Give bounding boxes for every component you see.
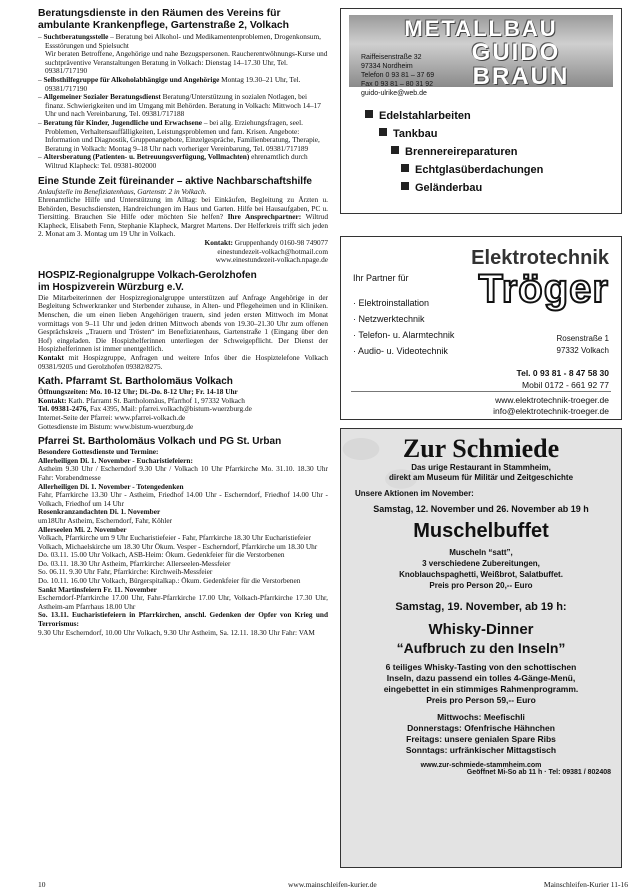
company-name: Tröger	[478, 267, 609, 311]
event-date: Samstag, 12. November und 26. November ab 19 h	[373, 504, 589, 514]
nachbarschaftshilfe-section	[38, 176, 328, 265]
restaurant-name: Zur Schmiede	[402, 434, 560, 463]
issue-label: Mainschleifen-Kurier 11-16	[543, 880, 628, 889]
service-item: · Telefon- u. Alarmtechnik	[353, 330, 455, 340]
city: 97332 Volkach	[556, 346, 609, 355]
phone: Tel. 0 93 81 - 8 47 58 30	[516, 368, 609, 378]
subtitle: direkt am Museum für Militär und Zeitgeschichte	[388, 473, 574, 482]
section-body: Die Mitarbeiterinnen der Hospizregionalgruppe unterstützen auf Anfrage Angehörige in der Begleitung Schwerkranker und Sterbender zuhause, in Alten- und Pflegeheimen und in Kliniken. Menschen, die um einen lieben Angehörigen trauern, sind jeden ersten Mittwoch im Monat vormittags von 9–11 Uhr und jeden dritten Mittwoch abends von 19.30–21.30 Uhr zum offenen Gesprächskreis „Trauern und Trösten“ im Benefiziatenhaus, Gartenstraße 1 (Eingang über den Hof) eingeladen. Die Hospizhelferinnen unterliegen der Schweigepflicht. Der Dienst der Hospizhelferinnen ist immer unentgeltlich.	[38, 292, 328, 354]
weekly-offers	[341, 712, 621, 756]
schedule-heading: So. 13.11. Eucharistiefeiern in Pfarrkirchen, anschl. Gedenken der Opfer von Krieg und Terrorismus:	[38, 610, 328, 629]
service-list	[341, 107, 623, 197]
section-title: Beratungsdienste in den Räumen des Vereins für	[38, 8, 281, 19]
schedule-line: um18Uhr Astheim, Escherndorf, Fahr, Köhler	[38, 515, 173, 525]
page-footer	[38, 880, 628, 889]
pfarrei-section	[38, 436, 328, 637]
opening-hours: Geöffnet Mi-So ab 11 h · Tel: 09381 / 802408	[466, 769, 611, 776]
contact-label: Kontakt	[38, 353, 64, 362]
service-item: Geländerbau	[341, 179, 623, 197]
service-item: – Altersberatung (Patienten- u. Betreuungsverfügung, Vollmachten) ehrenamtlich durch Wiltrud Klapheck: Tel. 09381-802000	[38, 152, 308, 170]
event-details	[341, 662, 621, 706]
footer-website[interactable]: www.mainschleifen-kurier.de	[288, 880, 377, 889]
partner-label: Ihr Partner für	[353, 273, 409, 283]
beratungsdienste-section	[38, 8, 328, 171]
service-item: · Elektroinstallation	[353, 298, 430, 308]
section-subtitle: Anlaufstelle im Benefiziatenhaus, Gartenstr. 2 in Volkach.	[38, 186, 207, 196]
address-line: Raiffeisenstraße 32	[361, 54, 422, 61]
schedule-line: Volkach, Pfarrkirche um 9 Uhr Eucharistiefeier - Fahr, Pfarrkirche 18.30 Uhr Eucharistiefeier	[38, 533, 312, 543]
service-name: Suchtberatungsstelle	[43, 32, 109, 41]
ad-title: GUIDO	[471, 39, 561, 66]
ad-title: METALLBAU	[404, 16, 558, 41]
schedule-line: Escherndorf-Pfarrkirche 17.00 Uhr, Fahr-Pfarrkirche 17.00 Uhr, Volkach-Pfarrkirche 17.30 Uhr, Astheim-am Pfarrhaus 18.00 Uhr	[38, 593, 328, 611]
body-text: Wiltrud Klapheck, Elisabeth Fenn, Stephanie Klapheck, Margret Martens. Der Helferkreis trifft sich jeden 2. Monat am 3. Montag um 19 Uhr in Volkach.	[38, 212, 328, 239]
fax-mail: Fax 4395, Mail: pfarrei.volkach@bistum-wuerzburg.de	[88, 404, 252, 414]
contact-line	[38, 354, 328, 371]
address-block	[361, 53, 434, 98]
offer-line: Sonntags: urfränkischer Mittagstisch	[405, 745, 557, 755]
detail-line: Knoblauchspaghetti, Weißbrot, Salatbuffet.	[399, 570, 563, 579]
schedule-heading: Allerheiligen Di. 1. November - Totengedenken	[38, 481, 184, 491]
schedule-heading: Rosenkranzandachten Di. 1. November	[38, 507, 161, 517]
square-bullet-icon	[391, 146, 399, 154]
body-text: Ehrenamtliche Hilfe und Unterstützung im Alltag: bei Einkäufen, Begleitung zu Ärzten u. Behörden, Besuchsdiensten, Handreichungen im Haus und Garten. Hilfe bei Hausaufgaben, PC u. Tiersitting. Brauchen Sie Hilfe oder möchten Sie helfen?	[38, 195, 328, 222]
service-item: · Netzwerktechnik	[353, 314, 425, 324]
schedule-heading: Allerseelen Mi. 2. November	[38, 524, 127, 534]
service-item: – Suchtberatungsstelle – Beratung bei Alkohol- und Medikamentenproblemen, Drogenkonsum, Essstörungen und Spielsucht	[38, 32, 321, 50]
ad-title: BRAUN	[472, 63, 570, 90]
service-item: Edelstahlarbeiten	[341, 107, 623, 125]
website[interactable]: www.zur-schmiede-stammheim.com	[420, 762, 542, 769]
offer-line: Freitags: unsere genialen Spare Ribs	[406, 734, 556, 744]
service-item: – Beratung für Kinder, Jugendliche und Erwachsene – bei allg. Erziehungsfragen, seel. Problemen, Verhaltensauffälligkeiten, Leistungsproblemen und fam. Krisen. Angebote: Information und Diagnostik, Gruppenangebote, Einzelgespräche, Familienberatung, Therapie, Beratung in Volkach: Montag 9–18 Uhr nach vorheriger Vereinbarung, Tel. 09381/717189	[38, 117, 320, 153]
service-item: – Selbsthilfegruppe für Alkoholabhängige und Angehörige Montag 19.30–21 Uhr, Tel. 09381/717190	[38, 74, 301, 93]
schedule-line: So. 06.11. 9.30 Uhr Fahr, Pfarrkirche: Kirchweih-Messfeier	[38, 567, 213, 577]
square-bullet-icon	[401, 164, 409, 172]
service-item: Brennereireparaturen	[341, 143, 623, 161]
metallbau-ad	[340, 8, 622, 214]
address-line: Telefon 0 93 81 – 37 69	[361, 72, 435, 79]
event-title: Whisky-Dinner	[428, 621, 534, 638]
website-line[interactable]: Gottesdienste im Bistum: www.bistum-wuerzburg.de	[38, 421, 194, 431]
service-item: – Allgemeiner Sozialer Beratungsdienst Beratung/Unterstützung in sozialen Notlagen, bei finanz. Schwierigkeiten und im Umgang mit Behörden. Beratung in Volkach: Mittwoch 14–17 Uhr und nach Vereinbarung, Tel. 09381/717188	[38, 92, 321, 119]
contact-website[interactable]: www.einestundezeit-volkach.npage.de	[215, 255, 328, 265]
service-name: Beratung für Kinder, Jugendliche und Erwachsene	[43, 117, 203, 127]
schedule-line: Astheim 9.30 Uhr / Escherndorf 9.30 Uhr / Volkach 10 Uhr Pfarrkirche Mo. 31.10. 18.30 Uhr Fahr: Vorabendmesse	[38, 464, 328, 482]
contact-text: Kath. Pfarramt St. Bartholomäus, Pfarrhof 1, 97332 Volkach	[66, 395, 245, 405]
subtitle: Das urige Restaurant in Stammheim,	[411, 463, 551, 472]
web-block	[493, 395, 609, 417]
schedule-line: Do. 10.11. 16.00 Uhr Volkach, Bürgerspitalkap.: Ökum. Gedenkfeier für die Verstorbenen	[38, 576, 301, 586]
metallbau-banner	[349, 15, 613, 97]
schedule-line: Fahr, Pfarrkirche 13.30 Uhr - Astheim, Friedhof 14.00 Uhr - Escherndorf, Friedhof 14.00 Uhr - Volkach, Friedhof um 14 Uhr	[38, 490, 328, 508]
event-title: Muschelbuffet	[413, 520, 549, 542]
schedule-line: 9.30 Uhr Escherndorf, 10.00 Uhr Volkach, 9.30 Uhr Astheim, Sa. 12.11. 18.30 Uhr Fahr: VAM	[38, 627, 315, 637]
website-line[interactable]: Internet-Seite der Pfarrei: www.pfarrei-volkach.de	[38, 412, 186, 422]
service-item: Echtglasüberdachungen	[341, 161, 623, 179]
service-name: Selbsthilfegruppe für Alkoholabhängige und Angehörige	[43, 74, 220, 84]
office-hours: Öffnungszeiten: Mo. 10-12 Uhr; Di.-Do. 8-12 Uhr; Fr. 14-18 Uhr	[38, 387, 238, 397]
address-block	[557, 333, 610, 357]
divider	[351, 391, 611, 392]
street: Rosenstraße 1	[556, 334, 609, 343]
contact-phone: Gruppenhandy 0160-98 749077	[234, 238, 328, 248]
pfarramt-section	[38, 376, 328, 431]
contact-email[interactable]: einestundezeit-volkach@hotmail.com	[217, 246, 328, 256]
price-line: Preis pro Person 59,-- Euro	[426, 695, 536, 705]
service-name: Altersberatung (Patienten- u. Betreuungsverfügung, Vollmachten)	[43, 152, 250, 162]
price-line: Preis pro Person 20,-- Euro	[429, 581, 533, 590]
email[interactable]: info@elektrotechnik-troeger.de	[493, 406, 609, 416]
schedule-line: Volkach, Michaelskirche um 18.30 Uhr Ökum. Vesper - Escherndorf, Pfarrkirche um 18.30 Uhr	[38, 541, 318, 551]
service-name: Allgemeiner Sozialer Beratungsdienst	[43, 92, 161, 102]
service-item: Wir beraten Betroffene, Angehörige und nahe Bezugspersonen. Raucherentwöhnungs-Kurse und suchtpräventive Veranstaltungen Beratung in Volkach: Dienstag 14–17.30 Uhr, Tel. 09381/717190	[45, 49, 328, 76]
section-title: ambulante Krankenpflege, Gartenstraße 2, Volkach	[38, 20, 289, 31]
event-date: Samstag, 19. November, ab 19 h:	[395, 601, 567, 613]
address-line: 97334 Nordheim	[361, 63, 413, 70]
service-item: Tankbau	[341, 125, 623, 143]
event-details	[341, 547, 621, 591]
contact-label: Kontakt:	[204, 238, 233, 248]
section-title: Eine Stunde Zeit füreinander – aktive Nachbarschaftshilfe	[38, 175, 312, 187]
left-column	[38, 8, 328, 642]
address-line: Fax 0 93 81 – 80 31 92	[361, 81, 433, 88]
ad-title: Elektrotechnik	[471, 247, 609, 269]
detail-line: 3 verschiedene Zubereitungen,	[422, 559, 540, 568]
section-title: HOSPIZ-Regionalgruppe Volkach-Gerolzhofen	[38, 269, 257, 281]
schedule-heading: Besondere Gottesdienste und Termine:	[38, 447, 159, 457]
detail-line: Muscheln “satt”,	[449, 548, 513, 557]
zur-schmiede-ad	[340, 428, 622, 868]
schedule-list	[38, 448, 328, 637]
contact-text: mit Hospizgruppe, Anfragen und weitere Infos über die Hospiztelefone Volkach 09381/9205 und Gerolzhofen 09382/8275.	[38, 353, 328, 371]
contact-label: Kontakt:	[38, 395, 67, 405]
offer-line: Donnerstags: Ofenfrische Hähnchen	[407, 723, 555, 733]
address-line: guido-ulrike@web.de	[361, 90, 427, 97]
service-list	[353, 295, 454, 359]
phone-block	[517, 367, 609, 391]
offer-line: Mittwochs: Meefischli	[437, 712, 525, 722]
website[interactable]: www.elektrotechnik-troeger.de	[495, 395, 609, 405]
hospiz-section	[38, 270, 328, 371]
section-title: Pfarrei St. Bartholomäus Volkach und PG St. Urban	[38, 436, 282, 448]
square-bullet-icon	[401, 182, 409, 190]
page-number: 10	[38, 880, 46, 889]
schedule-heading: Allerheiligen Di. 1. November - Eucharistiefeiern:	[38, 455, 193, 465]
square-bullet-icon	[365, 110, 373, 118]
mobile: Mobil 0172 - 661 92 77	[522, 380, 609, 390]
phone: Tel. 09381-2476,	[38, 404, 89, 414]
aktionen-heading: Unsere Aktionen im November:	[355, 489, 474, 498]
schedule-heading: Sankt Martinsfeiern Fr. 11. November	[38, 584, 157, 594]
square-bullet-icon	[379, 128, 387, 136]
section-title: Kath. Pfarramt St. Bartholomäus Volkach	[38, 376, 233, 388]
contact-heading: Ihre Ansprechpartner:	[227, 212, 302, 222]
detail-line: 6 teiliges Whisky-Tasting von den schottischen	[385, 662, 577, 672]
detail-line: Inseln, dazu passend ein tolles 4-Gänge-Menü,	[386, 673, 576, 683]
event-subtitle: “Aufbruch zu den Inseln”	[396, 640, 566, 656]
service-item: · Audio- u. Videotechnik	[353, 346, 448, 356]
detail-line: eingebettet in ein stimmiges Rahmenprogramm.	[383, 684, 579, 694]
section-body	[38, 196, 328, 239]
section-title: im Hospizverein Würzburg e.V.	[38, 281, 184, 293]
schedule-line: Do. 03.11. 15.00 Uhr Volkach, ASB-Heim: Ökum. Gedenkfeier für die Verstorbenen	[38, 550, 285, 560]
schedule-line: Do. 03.11. 18.30 Uhr Astheim, Pfarrkirche: Allerseelen-Messfeier	[38, 558, 231, 568]
elektrotechnik-ad	[340, 236, 622, 420]
service-list	[38, 33, 328, 171]
